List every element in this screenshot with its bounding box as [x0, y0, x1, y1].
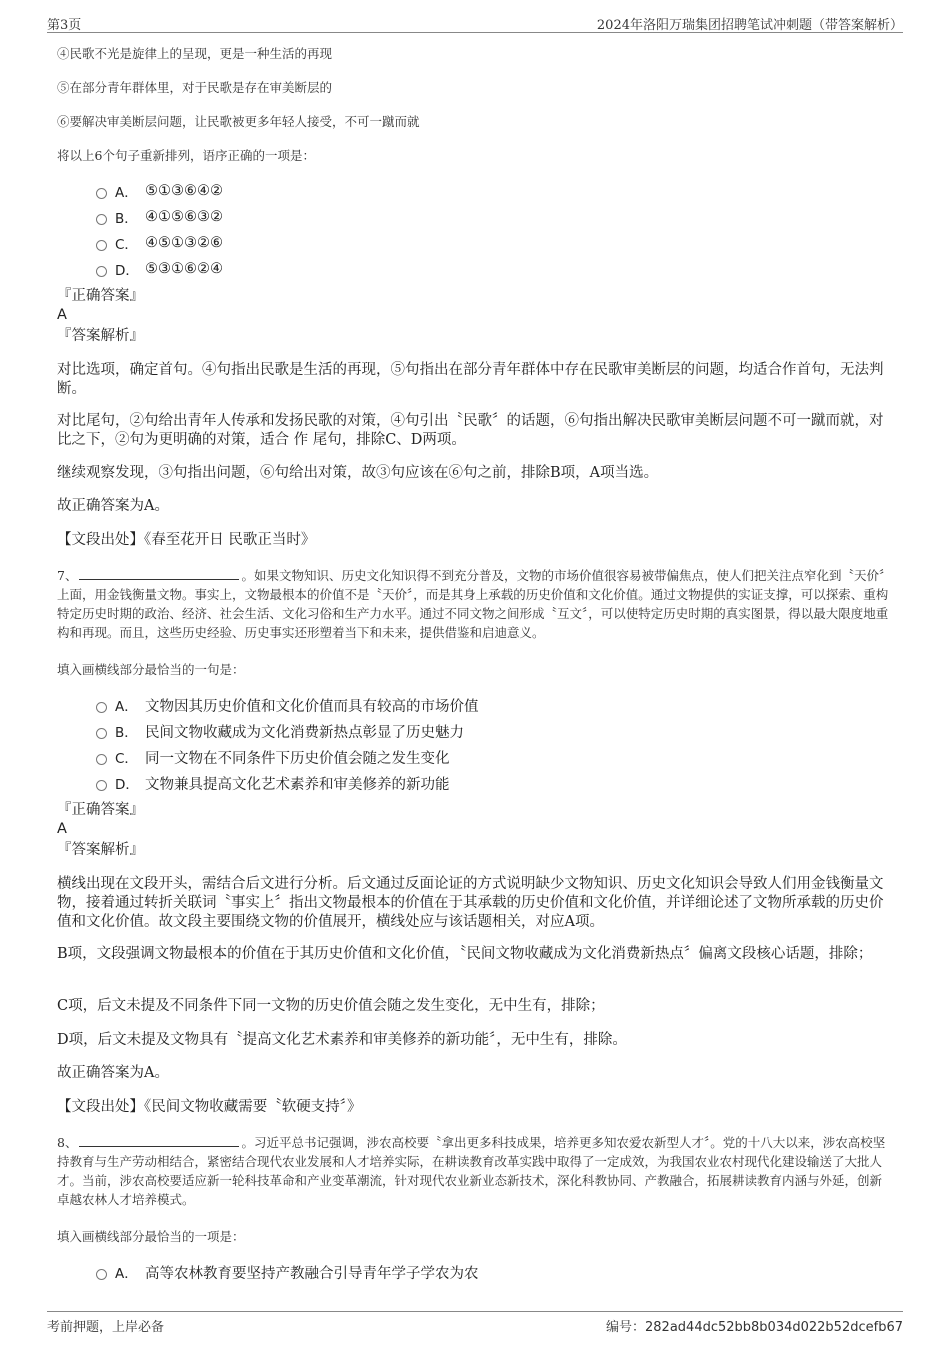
- q7-prompt: 填入画横线部分最恰当的一句是：: [57, 662, 245, 677]
- q8-passage: [57, 1133, 890, 1209]
- q8-prompt: 填入画横线部分最恰当的一项是：: [57, 1229, 245, 1244]
- q7-passage-text: 。如果文物知识、历史文化知识得不到充分普及，文物的市场价值很容易被带偏焦点，使人们把关注点窄化到〝天价〞上面，用金钱衡量文物。事实上，文物最根本的价值不是〝天价〞，而是其身上承载的历史价值和文化价值。通过文物提供的实证支撑，可以探索、重构特定历史时期的政治、经济、社会生活、文化习俗和生产力水平。通过不同文物之间形成〝互文〞，可以使特定历史时期的真实图景，得以最大限度地重构和再现。而且，这些历史经验、历史事实还形塑着当下和未来，提供借鉴和启迪意义。: [57, 568, 889, 640]
- radio-icon[interactable]: [96, 240, 107, 251]
- document-id: 编号：282ad44dc52bb8b034d022b52dcefb67: [606, 1320, 903, 1335]
- q7-analysis-label: 『答案解析』: [57, 842, 144, 858]
- option-text: 同一文物在不同条件下历史价值会随之发生变化: [145, 750, 450, 767]
- option-text: 文物兼具提高文化艺术素养和审美修养的新功能: [145, 776, 450, 793]
- option-letter: D．: [115, 777, 139, 793]
- page-header: [47, 12, 903, 33]
- q6-answer: A: [57, 307, 67, 323]
- q6-analysis-1: 对比选项，确定首句。④句指出民歌是生活的再现，⑤句指出在部分青年群体中存在民歌审美断层的问题，均适合作首句，无法判断。: [57, 362, 884, 397]
- option-text: 文物因其历史价值和文化价值而具有较高的市场价值: [145, 698, 479, 715]
- q7-answer-label: 『正确答案』: [57, 802, 144, 818]
- q6-option-b[interactable]: [96, 207, 223, 227]
- q7-source: 【文段出处】《民间文物收藏需要〝软硬支持〞》: [57, 1099, 362, 1115]
- q6-answer-label: 『正确答案』: [57, 288, 144, 304]
- option-letter: A．: [115, 1266, 138, 1282]
- q6-sentence-6: ⑥要解决审美断层问题，让民歌被更多年轻人接受，不可一蹴而就: [57, 114, 420, 129]
- page-footer: [47, 1311, 903, 1334]
- q6-analysis-label: 『答案解析』: [57, 328, 144, 344]
- q7-option-a[interactable]: [96, 695, 479, 715]
- option-text: ④⑤①③②⑥: [145, 235, 223, 251]
- option-letter: C．: [115, 237, 138, 253]
- option-letter: A．: [115, 699, 138, 715]
- q6-option-c[interactable]: [96, 233, 223, 253]
- radio-icon[interactable]: [96, 780, 107, 791]
- q6-option-a[interactable]: [96, 181, 223, 201]
- option-letter: C．: [115, 751, 138, 767]
- q6-analysis-2: 对比尾句，②句给出青年人传承和发扬民歌的对策，④句引出〝民歌〞的话题，⑥句指出解决民歌审美断层问题不可一蹴而就，对比之下，②句为更明确的对策，适合 作 尾句，排除C、D两项。: [57, 413, 884, 448]
- page-number: 第3页: [47, 18, 82, 33]
- q7-analysis-3: C项，后文未提及不同条件下同一文物的历史价值会随之发生变化，无中生有，排除；: [57, 998, 605, 1014]
- radio-icon[interactable]: [96, 1269, 107, 1280]
- q7-analysis-2: B项，文段强调文物最根本的价值在于其历史价值和文化价值，〝民间文物收藏成为文化消费新热点〞偏离文段核心话题，排除；: [57, 946, 873, 962]
- option-letter: A．: [115, 185, 138, 201]
- q7-blank: [79, 566, 239, 580]
- q6-option-d[interactable]: [96, 259, 223, 279]
- option-text: ④①⑤⑥③②: [145, 209, 223, 225]
- q7-number: 7、: [57, 568, 78, 583]
- option-text: 民间文物收藏成为文化消费新热点彰显了历史魅力: [145, 724, 464, 741]
- q8-number: 8、: [57, 1135, 78, 1150]
- option-letter: B．: [115, 725, 138, 741]
- document-title: 2024年洛阳万瑞集团招聘笔试冲刺题（带答案解析）: [596, 18, 903, 33]
- q6-source: 【文段出处】《春至花开日 民歌正当时》: [57, 532, 316, 548]
- radio-icon[interactable]: [96, 266, 107, 277]
- q6-sentence-5: ⑤在部分青年群体里，对于民歌是存在审美断层的: [57, 80, 333, 95]
- q6-analysis-3: 继续观察发现，③句指出问题，⑥句给出对策，故③句应该在⑥句之前，排除B项，A项当选。: [57, 465, 659, 481]
- q7-analysis-1: 横线出现在文段开头，需结合后文进行分析。后文通过反面论证的方式说明缺少文物知识、历史文化知识会导致人们用金钱衡量文物，接着通过转折关联词〝事实上〞指出文物最根本的价值在于其承载的历史价值和文化价值，并详细论述了文物所承载的历史价值和文化价值。故文段主要围绕文物的价值展开，横线处应与该话题相关，对应A项。: [57, 876, 884, 930]
- q8-blank: [79, 1133, 239, 1147]
- radio-icon[interactable]: [96, 728, 107, 739]
- q6-sentence-4: ④民歌不光是旋律上的呈现，更是一种生活的再现: [57, 46, 333, 61]
- q7-option-c[interactable]: [96, 747, 450, 767]
- radio-icon[interactable]: [96, 754, 107, 765]
- q8-option-a[interactable]: [96, 1262, 479, 1282]
- footer-slogan: 考前押题，上岸必备: [47, 1320, 165, 1335]
- q7-passage: [57, 566, 890, 642]
- q8-passage-text: 。习近平总书记强调，涉农高校要〝拿出更多科技成果，培养更多知农爱农新型人才〞。党的十八大以来，涉农高校坚持教育与生产劳动相结合，紧密结合现代农业发展和人才培养实际，在耕读教育改革实践中取得了一定成效，为我国农业农村现代化建设输送了大批人才。当前，涉农高校要适应新一轮科技革命和产业变革潮流，针对现代农业新业态新技术，深化科教协同、产教融合，拓展耕读教育内涵与外延，创新卓越农林人才培养模式。: [57, 1135, 886, 1207]
- q7-analysis-4: D项，后文未提及文物具有〝提高文化艺术素养和审美修养的新功能〞，无中生有，排除。: [57, 1032, 627, 1048]
- q7-answer: A: [57, 821, 67, 837]
- option-letter: D．: [115, 263, 139, 279]
- q6-prompt: 将以上6个句子重新排列，语序正确的一项是：: [57, 148, 315, 163]
- q6-analysis-4: 故正确答案为A。: [57, 498, 169, 514]
- option-text: ⑤③①⑥②④: [145, 261, 223, 277]
- option-text: 高等农林教育要坚持产教融合引导青年学子学农为农: [145, 1265, 479, 1282]
- q7-option-b[interactable]: [96, 721, 464, 741]
- option-letter: B．: [115, 211, 138, 227]
- q7-option-d[interactable]: [96, 773, 450, 793]
- option-text: ⑤①③⑥④②: [145, 183, 223, 199]
- q7-analysis-5: 故正确答案为A。: [57, 1065, 169, 1081]
- radio-icon[interactable]: [96, 214, 107, 225]
- radio-icon[interactable]: [96, 702, 107, 713]
- radio-icon[interactable]: [96, 188, 107, 199]
